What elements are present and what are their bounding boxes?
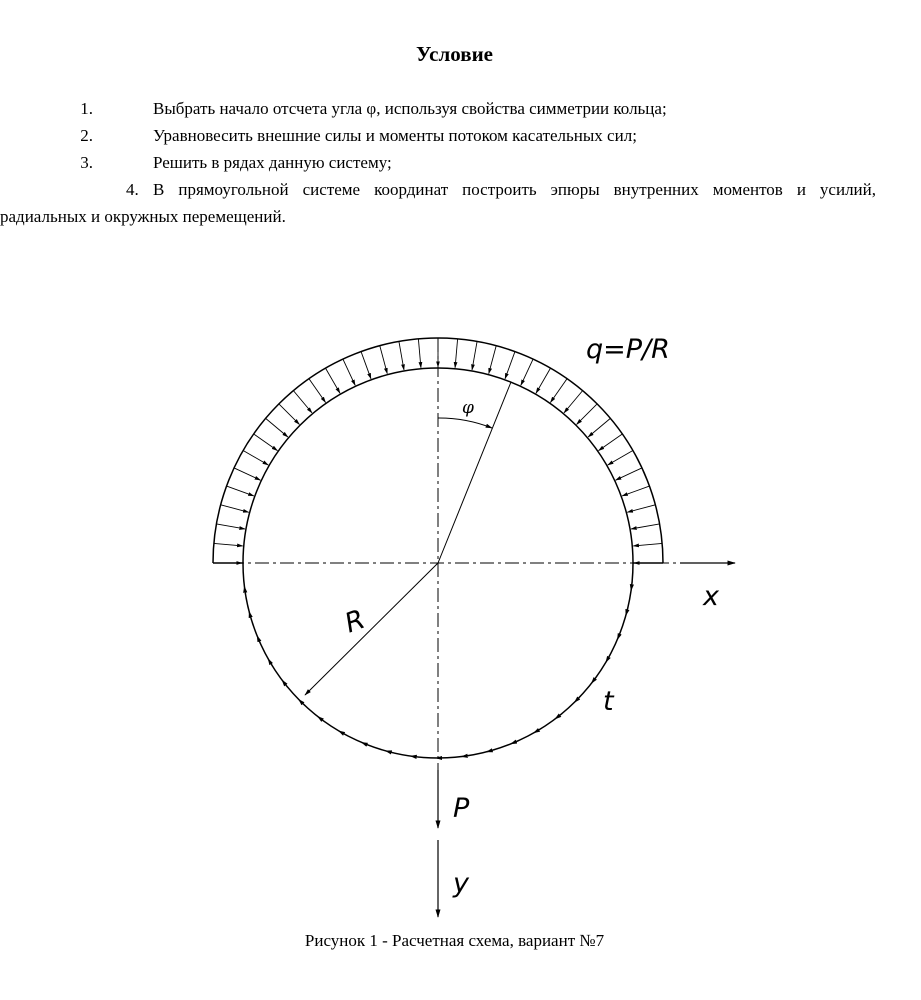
load-arrow (266, 418, 288, 437)
shear-arrow (361, 742, 369, 745)
load-arrow (361, 352, 371, 379)
radius-line (305, 563, 438, 695)
x-axis-label: x (703, 581, 719, 612)
list-number: 4. (126, 180, 139, 199)
load-arrow (455, 339, 458, 368)
shear-arrow (486, 750, 495, 752)
list-item (33, 95, 876, 122)
load-arrow (399, 341, 404, 370)
angle-arc (438, 418, 492, 428)
load-arrow (343, 359, 355, 385)
load-arrow (227, 486, 254, 496)
shear-arrow (617, 631, 620, 639)
angle-ray (438, 382, 511, 563)
shear-arrow (606, 654, 611, 662)
load-arrow (505, 352, 515, 379)
load-arrow (293, 391, 312, 413)
list-number: 2. (80, 126, 93, 145)
angle-label: φ (462, 398, 474, 418)
load-arrow (564, 391, 583, 413)
list-text: Выбрать начало отсчета угла φ, используя свойства симметрии кольца; (153, 99, 667, 118)
shear-arrow (299, 699, 305, 705)
shear-arrow (257, 636, 260, 644)
load-arrow (418, 339, 421, 368)
load-arrow (279, 404, 300, 425)
page-title: Условие (416, 42, 493, 66)
list-number: 1. (80, 99, 93, 118)
load-label: q=P/R (586, 334, 670, 365)
shear-arrow (339, 731, 347, 736)
load-arrow (243, 451, 268, 466)
radius-label: R (340, 603, 370, 640)
y-axis-label: y (453, 868, 469, 899)
load-arrow (550, 379, 567, 403)
load-arrow (489, 346, 497, 374)
list-text: В прямоугольной системе координат построить эпюры внутренних моментов и усилий, радиальных и окружных перемещений. (0, 180, 876, 226)
load-arrow (608, 451, 633, 466)
shear-arrow (555, 713, 562, 719)
list-item (33, 122, 876, 149)
shear-arrow (282, 680, 288, 687)
shear-arrow (574, 696, 580, 702)
load-arrow (472, 341, 477, 370)
load-arrow (221, 505, 249, 513)
shear-arrow (268, 659, 273, 667)
load-arrow (627, 505, 655, 513)
load-arrow (521, 359, 533, 385)
load-arrow (326, 368, 341, 393)
load-arrow (309, 379, 326, 403)
shear-arrow (534, 728, 542, 733)
load-arrow (380, 346, 388, 374)
load-arrow (536, 368, 551, 393)
shear-arrow (249, 611, 251, 620)
load-arrow (631, 524, 660, 529)
list-item (0, 176, 876, 230)
load-arrow (616, 468, 642, 480)
shear-arrow (461, 755, 470, 756)
load-arrow (599, 434, 623, 451)
load-arrow (216, 524, 245, 529)
load-arrow (254, 434, 278, 451)
list-text: Решить в рядах данную систему; (153, 153, 392, 172)
list-item (33, 149, 876, 176)
shear-arrow (511, 740, 519, 743)
load-arrow (622, 486, 649, 496)
condition-list (0, 95, 876, 230)
ring-diagram (150, 300, 750, 925)
shear-arrow (244, 586, 245, 595)
shear-label: t (603, 686, 614, 717)
list-number: 3. (80, 153, 93, 172)
shear-arrow (591, 676, 597, 683)
shear-arrow (318, 716, 325, 722)
figure-caption: Рисунок 1 - Расчетная схема, вариант №7 (304, 931, 605, 950)
list-text: Уравновесить внешние силы и моменты потоком касательных сил; (153, 126, 637, 145)
load-arrow (577, 404, 598, 425)
force-label: P (453, 793, 470, 824)
load-arrow (588, 418, 610, 437)
load-arrow (214, 543, 243, 546)
load-arrow (633, 543, 662, 546)
load-arrow (234, 468, 260, 480)
